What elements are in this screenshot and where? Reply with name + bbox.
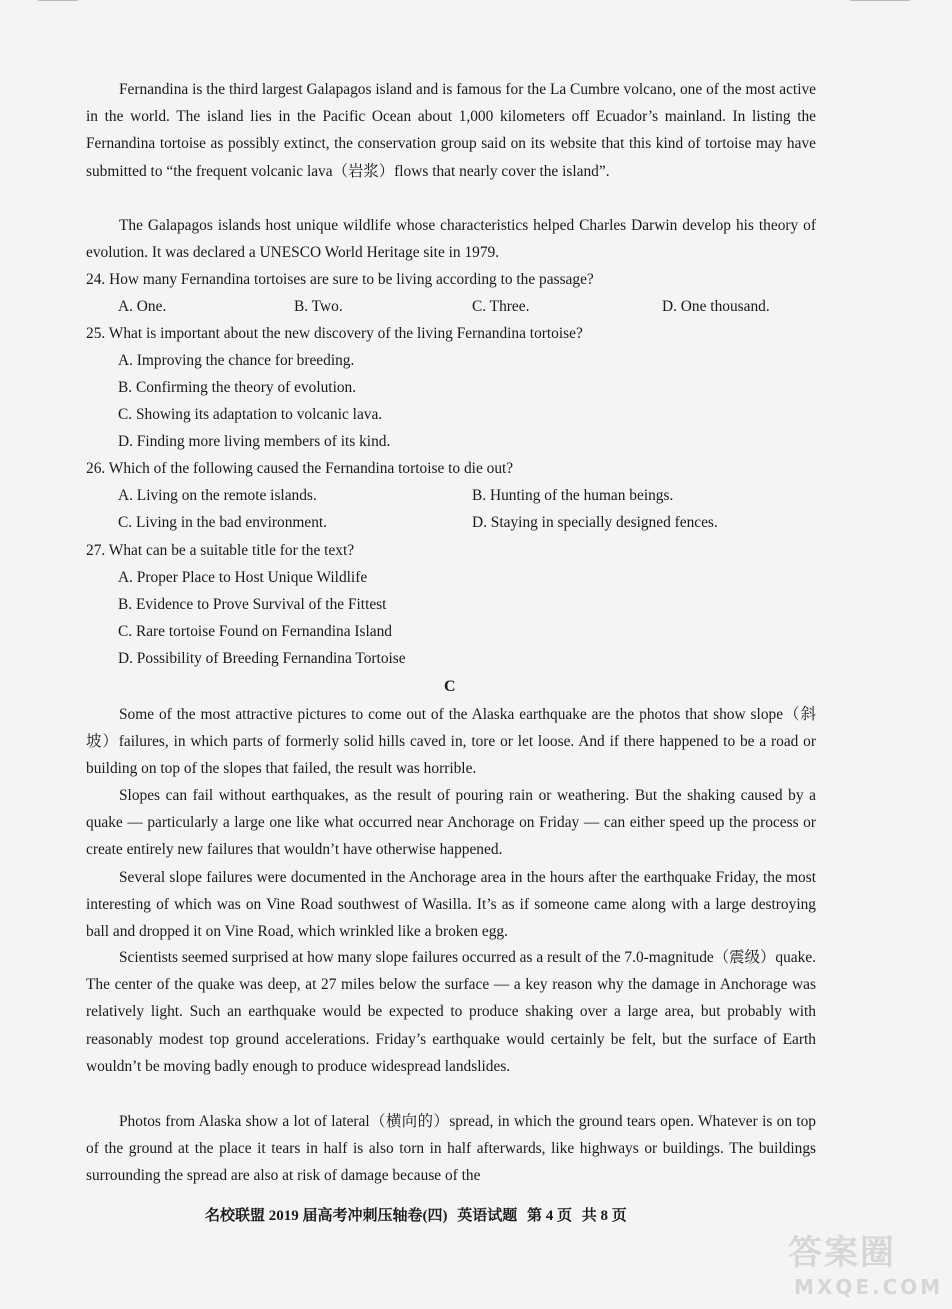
footer-total-pages: 共 8 页 [581, 1208, 627, 1224]
page-footer [205, 1204, 633, 1225]
footer-subject: 英语试题 [457, 1208, 518, 1224]
q26-option-b: B. Hunting of the human beings. [472, 487, 674, 504]
q24-option-b: B. Two. [294, 298, 343, 315]
scan-mark [38, 0, 78, 9]
watermark-logo [780, 1225, 944, 1305]
section-c-heading: C [444, 678, 456, 695]
q26-option-a: A. Living on the remote islands. [118, 487, 317, 504]
watermark-text: 答案圈 [788, 1233, 896, 1273]
question-25: 25. What is important about the new discovery of the living Fernandina tortoise? [86, 325, 583, 342]
q27-option-c: C. Rare tortoise Found on Fernandina Island [118, 623, 392, 640]
q25-option-d: D. Finding more living members of its kind. [118, 433, 391, 450]
section-c-paragraph-3: Several slope failures were documented in the Anchorage area in the hours after the earthquake Friday, the most interesting of which was on Vine Road southwest of Wasilla. It’s as if someone came along with a large destroying ball and dropped it on Vine Road, which wrinkled like a broken egg. [86, 869, 816, 941]
footer-page-number: 第 4 页 [527, 1208, 573, 1224]
footer-exam-title: 名校联盟 2019 届高考冲刺压轴卷(四) [205, 1208, 448, 1224]
q27-option-a: A. Proper Place to Host Unique Wildlife [118, 569, 368, 586]
watermark-url: MXQE.COM [794, 1275, 944, 1299]
q26-option-d: D. Staying in specially designed fences. [472, 514, 718, 531]
question-27: 27. What can be a suitable title for the text? [86, 542, 355, 559]
q24-option-d: D. One thousand. [662, 298, 770, 315]
section-c-paragraph-1: Some of the most attractive pictures to come out of the Alaska earthquake are the photos that show slope（斜坡）failures, in which parts of formerly solid hills caved in, tore or let loose. And if there happened to be a road or building on top of the slopes that failed, the result was horrible. [86, 706, 816, 778]
q25-option-c: C. Showing its adaptation to volcanic lava. [118, 406, 383, 423]
scan-mark [850, 0, 910, 9]
question-26: 26. Which of the following caused the Fernandina tortoise to die out? [86, 460, 514, 477]
section-c-paragraph-4: Scientists seemed surprised at how many slope failures occurred as a result of the 7.0-magnitude（震级）quake. The center of the quake was deep, at 27 miles below the surface — a key reason why the damage in Anchorage was relatively light. Such an earthquake would be expected to produce shaking over a large area, but probably with reasonably modest top ground accelerations. Friday’s earthquake would certainly be felt, but the surface of Earth wouldn’t be moving badly enough to produce widespread landslides. [86, 949, 816, 1075]
section-c-paragraph-2: Slopes can fail without earthquakes, as the result of pouring rain or weathering. But the shaking caused by a quake — particularly a large one like what occurred near Anchorage on Friday — can either speed up the process or create entirely new failures that wouldn’t have otherwise happened. [86, 787, 816, 859]
q26-option-c: C. Living in the bad environment. [118, 514, 328, 531]
passage-b-paragraph-2: The Galapagos islands host unique wildlife whose characteristics helped Charles Darwin develop his theory of evolution. It was declared a UNESCO World Heritage site in 1979. [86, 217, 816, 262]
q27-option-d: D. Possibility of Breeding Fernandina Tortoise [118, 650, 406, 667]
question-24: 24. How many Fernandina tortoises are sure to be living according to the passage? [86, 271, 594, 288]
q25-option-b: B. Confirming the theory of evolution. [118, 379, 357, 396]
passage-b-paragraph-1: Fernandina is the third largest Galapagos island and is famous for the La Cumbre volcano, one of the most active in the world. The island lies in the Pacific Ocean about 1,000 kilometers off Ecuador’s mainland. In listing the Fernandina tortoise as possibly extinct, the conservation group said on its website that this kind of tortoise may have submitted to “the frequent volcanic lava（岩浆）flows that nearly cover the island”. [86, 81, 816, 180]
q25-option-a: A. Improving the chance for breeding. [118, 352, 355, 369]
q24-option-a: A. One. [118, 298, 167, 315]
q24-option-c: C. Three. [472, 298, 530, 315]
q27-option-b: B. Evidence to Prove Survival of the Fittest [118, 596, 387, 613]
section-c-paragraph-5: Photos from Alaska show a lot of lateral（横向的）spread, in which the ground tears open. Whatever is on top of the ground at the place it tears in half is also torn in half afterwards, like highways or buildings. The buildings surrounding the spread are also at risk of damage because of the [86, 1113, 816, 1185]
